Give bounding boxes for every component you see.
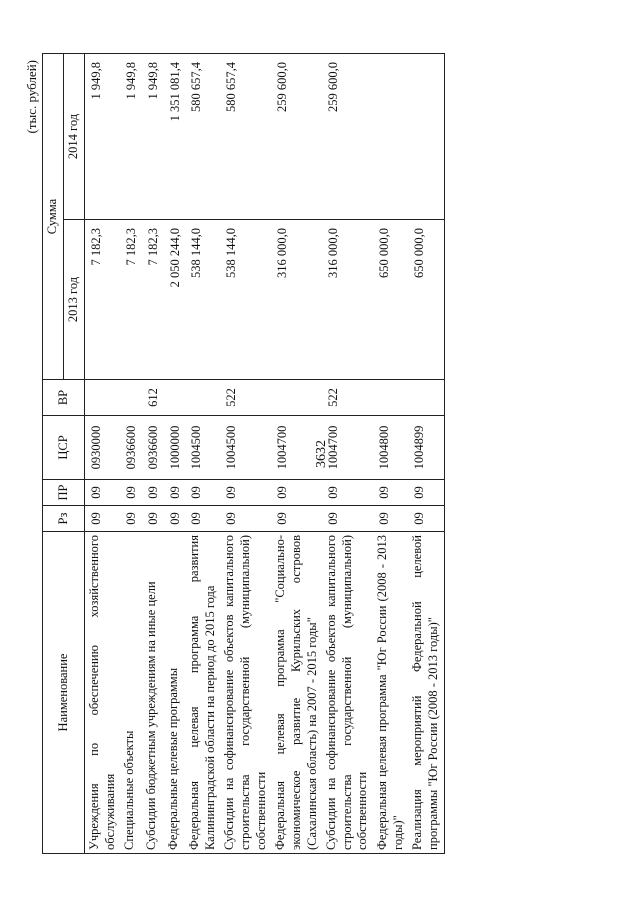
row-amount-2014: 259 600,0: [322, 54, 373, 220]
header-year-2013: 2013 год: [64, 220, 85, 380]
row-pr: 09: [164, 480, 186, 506]
row-csr: 1004500: [185, 416, 220, 480]
row-rz: 09: [220, 506, 271, 532]
row-csr: 1004899: [408, 416, 444, 480]
row-amount-2014: 1 949,8: [142, 54, 164, 220]
budget-table: [42, 53, 445, 854]
row-csr: 0930000: [85, 416, 121, 480]
row-rz: 09: [120, 506, 142, 532]
row-pr: 09: [142, 480, 164, 506]
row-name: Федеральная целевая программа развития Калининградской области на период до 2015 года: [185, 532, 220, 854]
row-rz: 09: [408, 506, 444, 532]
row-pr: 09: [271, 480, 322, 506]
row-rz: 09: [185, 506, 220, 532]
table-row: [408, 54, 444, 854]
row-amount-2013: 7 182,3: [120, 220, 142, 380]
row-name: Субсидии на софинансирование объектов капитального строительства государственной (муниципальной) собственности: [220, 532, 271, 854]
row-name: Федеральная целевая программа "Юг России (2008 - 2013 годы)": [373, 532, 408, 854]
row-csr: 1004700: [322, 416, 373, 480]
row-pr: 09: [185, 480, 220, 506]
header-csr: ЦСР: [43, 416, 85, 480]
row-amount-2014: 1 949,8: [85, 54, 121, 220]
row-amount-2013: 538 144,0: [185, 220, 220, 380]
row-amount-2014: [408, 54, 444, 220]
row-csr: 1004700: [271, 416, 322, 480]
row-pr: 09: [85, 480, 121, 506]
row-amount-2013: 650 000,0: [408, 220, 444, 380]
row-pr: 09: [120, 480, 142, 506]
row-name: Федеральные целевые программы: [164, 532, 186, 854]
units-note: (тыс. рублей): [24, 60, 39, 134]
row-amount-2013: 7 182,3: [85, 220, 121, 380]
row-vr: [120, 380, 142, 416]
table-row: [164, 54, 186, 854]
row-name: Специальные объекты: [120, 532, 142, 854]
rotated-page-content: [20, 42, 620, 872]
row-amount-2014: 1 949,8: [120, 54, 142, 220]
row-amount-2013: 2 050 244,0: [164, 220, 186, 380]
header-vr: ВР: [43, 380, 85, 416]
table-row: [220, 54, 271, 854]
row-amount-2014: 259 600,0: [271, 54, 322, 220]
row-amount-2014: 580 657,4: [185, 54, 220, 220]
row-csr: 0936600: [142, 416, 164, 480]
row-csr: 1004500: [220, 416, 271, 480]
header-year-2014: 2014 год: [64, 54, 85, 220]
table-row: [142, 54, 164, 854]
table-row: [322, 54, 373, 854]
header-rz: Рз: [43, 506, 85, 532]
row-amount-2013: 650 000,0: [373, 220, 408, 380]
table-row: [185, 54, 220, 854]
row-amount-2013: 316 000,0: [271, 220, 322, 380]
row-amount-2013: 7 182,3: [142, 220, 164, 380]
row-amount-2013: 538 144,0: [220, 220, 271, 380]
row-name: Федеральная целевая программа "Социально-экономическое развитие Курильских островов (Сахалинская область) на 2007 - 2015 годы": [271, 532, 322, 854]
row-pr: 09: [408, 480, 444, 506]
row-name: Субсидии бюджетным учреждениям на иные цели: [142, 532, 164, 854]
row-name: Учреждения по обеспечению хозяйственного обслуживания: [85, 532, 121, 854]
table-row: [85, 54, 121, 854]
row-vr: 522: [220, 380, 271, 416]
header-name: Наименование: [43, 532, 85, 854]
row-amount-2014: [373, 54, 408, 220]
row-vr: [408, 380, 444, 416]
table-row: [373, 54, 408, 854]
row-name: Реализация мероприятий Федеральной целевой программы "Юг России (2008 - 2013 годы)": [408, 532, 444, 854]
row-vr: 612: [142, 380, 164, 416]
row-vr: 522: [322, 380, 373, 416]
header-row: [43, 54, 64, 854]
row-vr: [85, 380, 121, 416]
page-number: 3632: [314, 440, 329, 469]
row-amount-2013: 316 000,0: [322, 220, 373, 380]
row-vr: [271, 380, 322, 416]
row-rz: 09: [322, 506, 373, 532]
row-vr: [185, 380, 220, 416]
row-pr: 09: [373, 480, 408, 506]
row-vr: [164, 380, 186, 416]
row-rz: 09: [373, 506, 408, 532]
row-pr: 09: [322, 480, 373, 506]
row-name: Субсидии на софинансирование объектов капитального строительства государственной (муниципальной) собственности: [322, 532, 373, 854]
table-row: [120, 54, 142, 854]
table-body: [85, 54, 445, 854]
row-pr: 09: [220, 480, 271, 506]
row-rz: 09: [164, 506, 186, 532]
row-rz: 09: [142, 506, 164, 532]
row-rz: 09: [85, 506, 121, 532]
row-rz: 09: [271, 506, 322, 532]
table-row: [271, 54, 322, 854]
row-vr: [373, 380, 408, 416]
row-amount-2014: 580 657,4: [220, 54, 271, 220]
row-csr: 1004800: [373, 416, 408, 480]
row-csr: 0936600: [120, 416, 142, 480]
header-sum: Сумма: [43, 54, 64, 380]
header-pr: ПР: [43, 480, 85, 506]
row-csr: 1000000: [164, 416, 186, 480]
row-amount-2014: 1 351 081,4: [164, 54, 186, 220]
